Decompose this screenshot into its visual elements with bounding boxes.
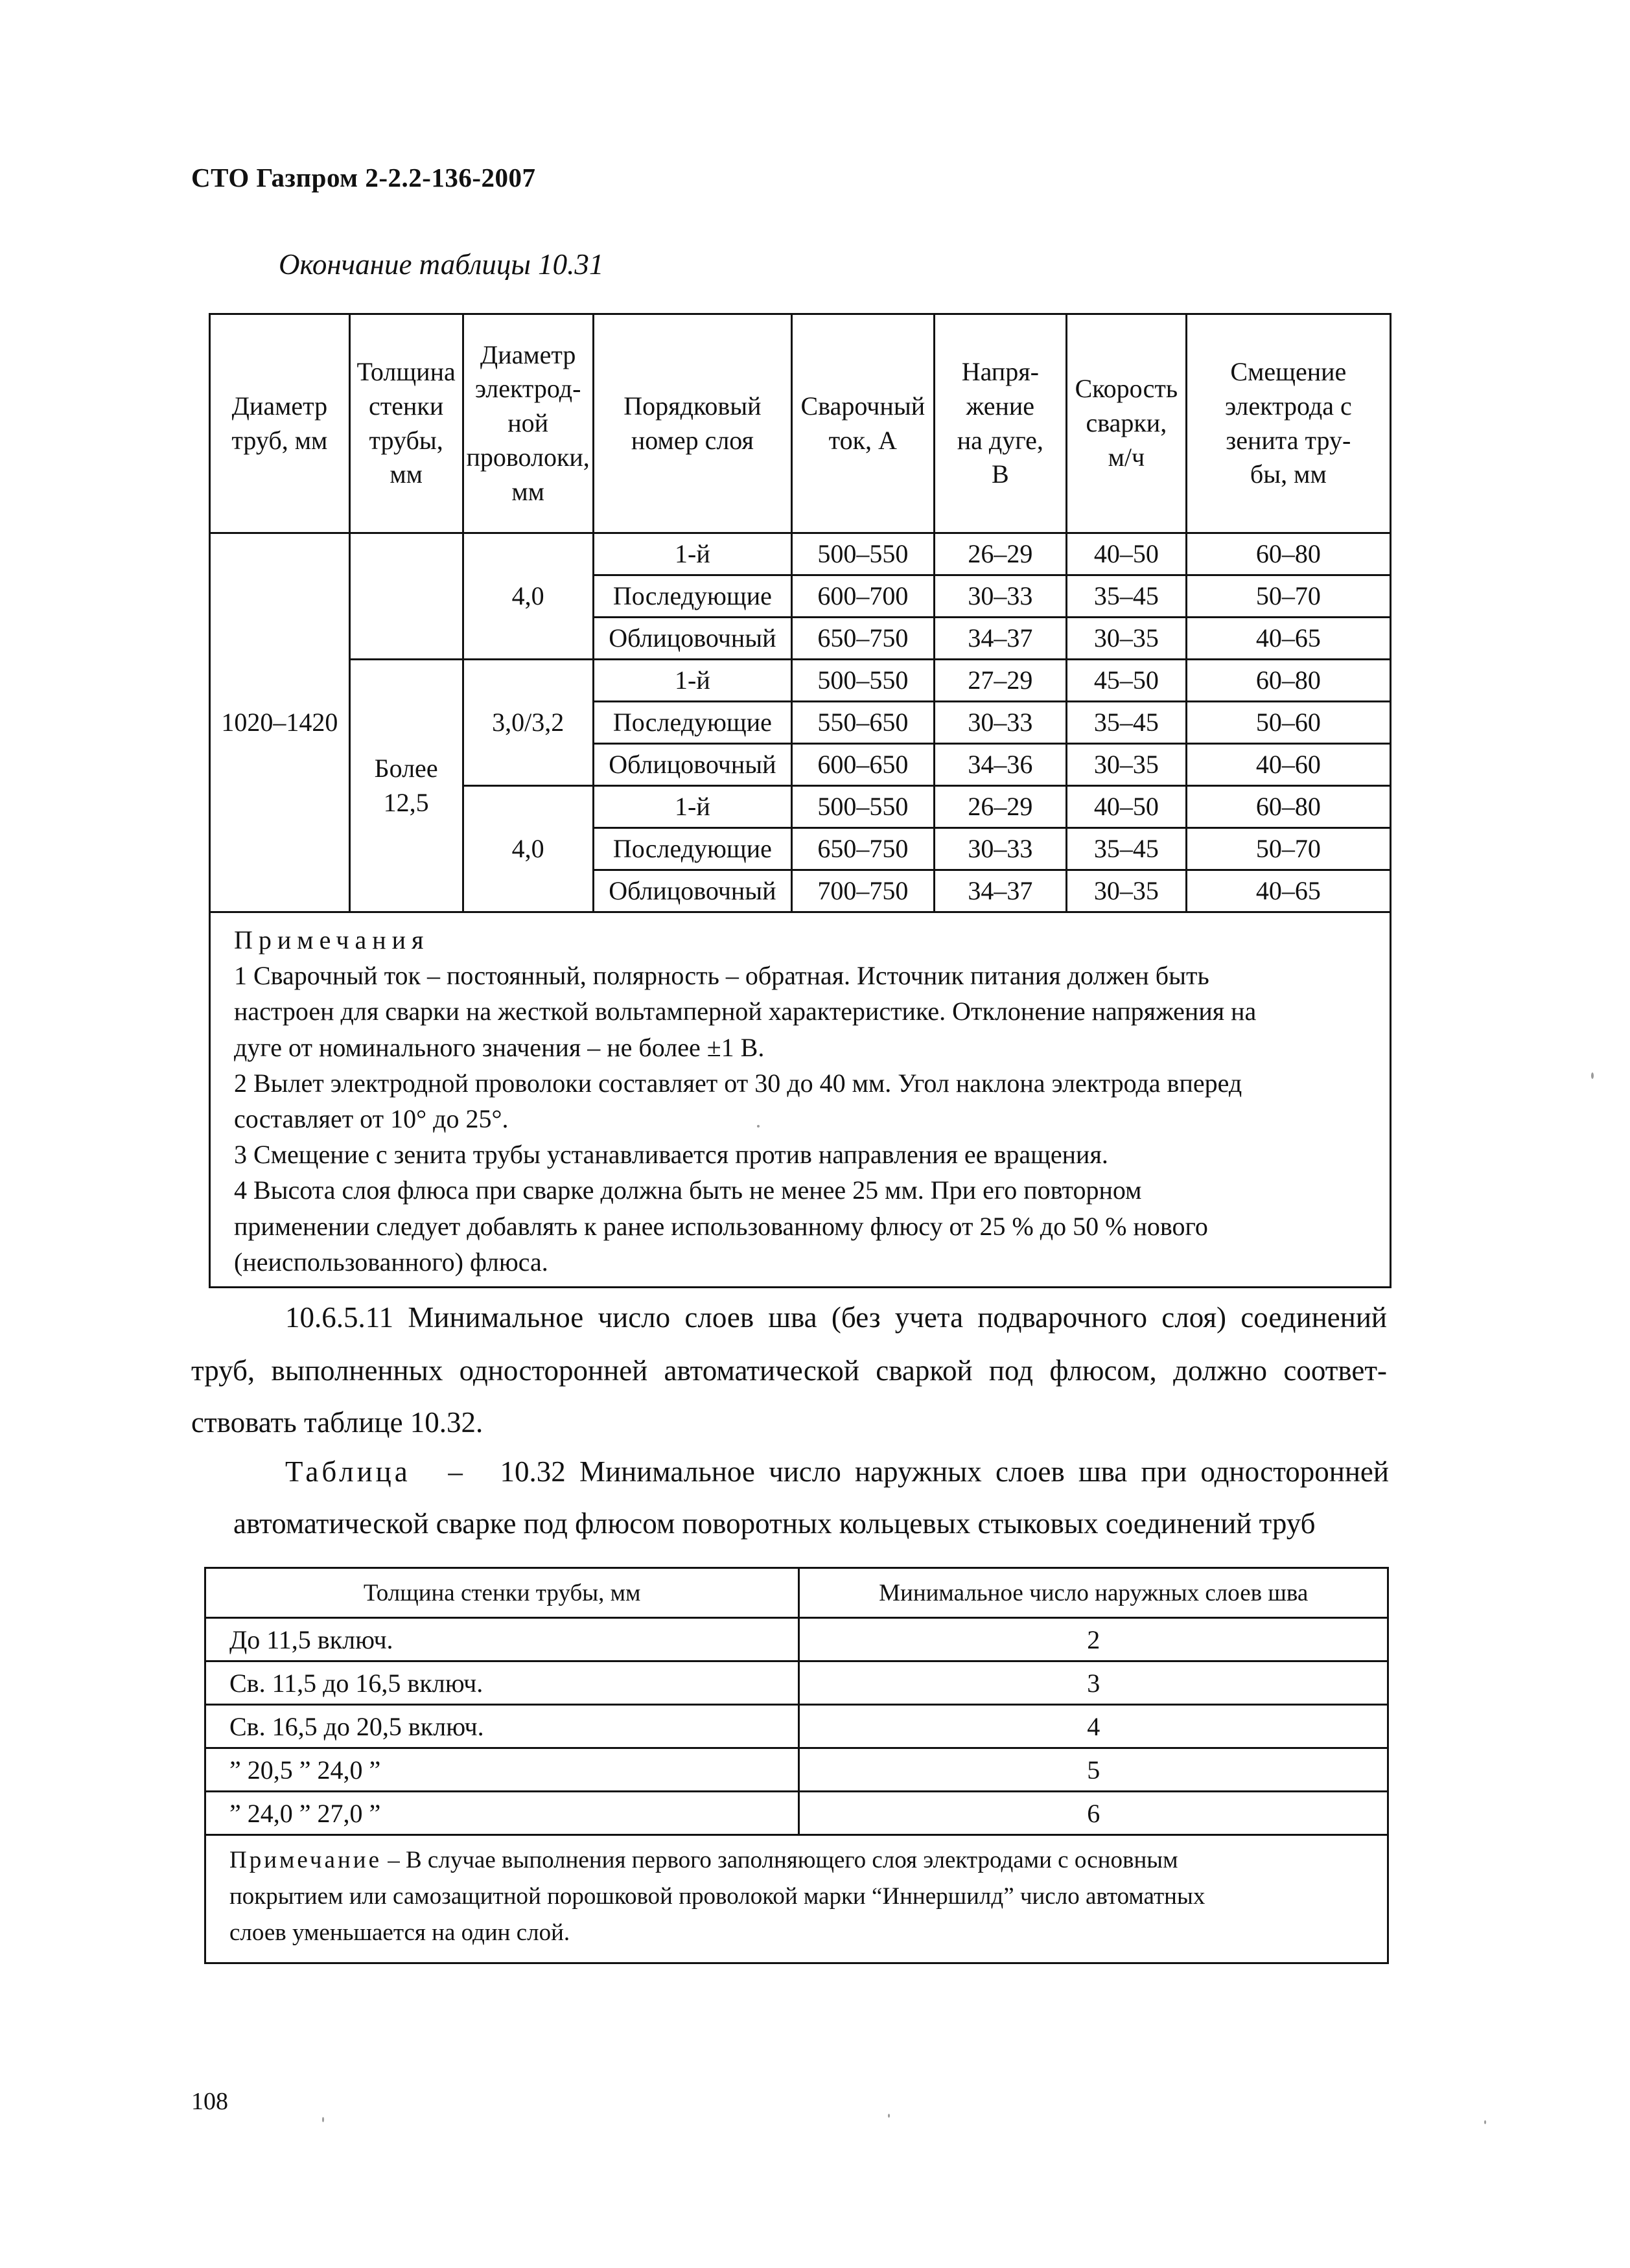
speed-cell: 40–50 <box>1067 533 1187 575</box>
header-arc-voltage: Напря- жение на дуге, В <box>934 314 1066 533</box>
current-cell: 650–750 <box>792 828 935 870</box>
note-line <box>229 1842 1379 1879</box>
table-10-31-caption: Окончание таблицы 10.31 <box>279 248 604 281</box>
voltage-cell: 27–29 <box>934 660 1066 702</box>
table-note <box>205 1835 1388 1963</box>
layers-cell: 6 <box>799 1792 1388 1835</box>
note-text: – В случае выполнения первого заполняющего слоя электродами с основным <box>382 1847 1178 1873</box>
layers-cell: 4 <box>799 1705 1388 1748</box>
caption-text: 10.32 Минимальное число наружных слоев шва при односторонней <box>500 1455 1389 1488</box>
wire-diameter-cell: 3,0/3,2 <box>463 660 593 786</box>
speed-cell: 35–45 <box>1067 702 1187 744</box>
table-row <box>205 1792 1388 1835</box>
layer-cell: 1-й <box>593 786 791 828</box>
table-10-32-caption-line2: автоматической сварке под флюсом поворотных кольцевых стыковых соединений труб <box>233 1507 1316 1540</box>
layer-cell: Облицовочный <box>593 870 791 912</box>
layer-cell: Последующие <box>593 575 791 618</box>
thickness-cell: ” 24,0 ” 27,0 ” <box>205 1792 799 1835</box>
caption-dash: – <box>448 1455 463 1488</box>
offset-cell: 60–80 <box>1186 786 1390 828</box>
table-row <box>205 1661 1388 1705</box>
header-wall-thickness: Толщина стенки трубы, мм <box>205 1568 799 1618</box>
speed-cell: 30–35 <box>1067 870 1187 912</box>
current-cell: 600–650 <box>792 744 935 786</box>
speed-cell: 30–35 <box>1067 744 1187 786</box>
note-line: 4 Высота слоя флюса при сварке должна быть не менее 25 мм. При его повторном <box>234 1175 1142 1205</box>
scan-speck <box>888 2114 890 2118</box>
wall-thickness-cell: Более 12,5 <box>349 660 463 912</box>
current-cell: 550–650 <box>792 702 935 744</box>
layers-cell: 5 <box>799 1748 1388 1792</box>
paragraph-line: 10.6.5.11 Минимальное число слоев шва (без учета подварочного слоя) соединений <box>285 1301 1387 1334</box>
note-line: 3 Смещение с зенита трубы устанавливается против направления ее вращения. <box>234 1140 1108 1170</box>
table-row <box>205 1705 1388 1748</box>
scan-speck <box>322 2117 324 2122</box>
table-row <box>210 660 1391 702</box>
note-line: 2 Вылет электродной проволоки составляет от 30 до 40 мм. Угол наклона электрода вперед <box>234 1068 1242 1098</box>
scan-speck <box>1591 1072 1594 1079</box>
note-line: покрытием или самозащитной порошковой проволокой марки “Иннершилд” число автоматных <box>229 1883 1205 1910</box>
speed-cell: 45–50 <box>1067 660 1187 702</box>
layer-cell: 1-й <box>593 533 791 575</box>
table-10-32-caption <box>285 1455 1389 1488</box>
wire-diameter-cell: 4,0 <box>463 533 593 660</box>
note-line: применении следует добавлять к ранее использованному флюсу от 25 % до 50 % нового <box>234 1211 1208 1241</box>
voltage-cell: 34–37 <box>934 870 1066 912</box>
note-line: настроен для сварки на жесткой вольтамперной характеристике. Отклонение напряжения на <box>234 997 1257 1026</box>
layers-cell: 3 <box>799 1661 1388 1705</box>
scan-speck <box>1484 2120 1486 2124</box>
scan-speck <box>757 1125 760 1128</box>
speed-cell: 35–45 <box>1067 575 1187 618</box>
current-cell: 600–700 <box>792 575 935 618</box>
speed-cell: 30–35 <box>1067 618 1187 660</box>
current-cell: 500–550 <box>792 533 935 575</box>
voltage-cell: 26–29 <box>934 786 1066 828</box>
note-line: составляет от 10° до 25°. <box>234 1104 509 1133</box>
current-cell: 500–550 <box>792 660 935 702</box>
note-label: Примечание <box>229 1847 382 1873</box>
notes-row <box>210 912 1391 1288</box>
offset-cell: 60–80 <box>1186 660 1390 702</box>
layers-cell: 2 <box>799 1618 1388 1661</box>
current-cell: 700–750 <box>792 870 935 912</box>
speed-cell: 35–45 <box>1067 828 1187 870</box>
voltage-cell: 34–36 <box>934 744 1066 786</box>
table-notes <box>210 912 1391 1288</box>
header-layer-count: Минимальное число наружных слоев шва <box>799 1568 1388 1618</box>
notes-title: Примечания <box>234 925 430 955</box>
offset-cell: 50–60 <box>1186 702 1390 744</box>
note-line: слоев уменьшается на один слой. <box>229 1919 570 1947</box>
layer-cell: Последующие <box>593 702 791 744</box>
table-row <box>205 1618 1388 1661</box>
table-header-row <box>205 1568 1388 1618</box>
table-header-row <box>210 314 1391 533</box>
table-10-32 <box>204 1567 1389 1964</box>
note-line: (неиспользованного) флюса. <box>234 1247 548 1277</box>
diameter-cell: 1020–1420 <box>210 533 350 912</box>
offset-cell: 40–65 <box>1186 618 1390 660</box>
note-line: 1 Сварочный ток – постоянный, полярность – обратная. Источник питания должен быть <box>234 961 1209 991</box>
layer-cell: Последующие <box>593 828 791 870</box>
header-welding-current: Сварочный ток, А <box>792 314 935 533</box>
layer-cell: Облицовочный <box>593 744 791 786</box>
current-cell: 650–750 <box>792 618 935 660</box>
document-header: СТО Газпром 2-2.2-136-2007 <box>191 163 536 192</box>
table-10-31 <box>209 313 1391 1288</box>
current-cell: 500–550 <box>792 786 935 828</box>
layer-cell: Облицовочный <box>593 618 791 660</box>
thickness-cell: Св. 16,5 до 20,5 включ. <box>205 1705 799 1748</box>
paragraph-line: ствовать таблице 10.32. <box>191 1406 483 1439</box>
note-line: дуге от номинального значения – не более ±1 В. <box>234 1032 765 1062</box>
layer-cell: 1-й <box>593 660 791 702</box>
header-wall-thickness: Толщина стенки трубы, мм <box>349 314 463 533</box>
wall-empty-cell <box>349 533 463 660</box>
speed-cell: 40–50 <box>1067 786 1187 828</box>
wire-diameter-cell: 4,0 <box>463 786 593 912</box>
header-layer-number: Порядковый номер слоя <box>593 314 791 533</box>
voltage-cell: 34–37 <box>934 618 1066 660</box>
offset-cell: 50–70 <box>1186 575 1390 618</box>
header-welding-speed: Скорость сварки, м/ч <box>1067 314 1187 533</box>
voltage-cell: 30–33 <box>934 828 1066 870</box>
table-row <box>205 1748 1388 1792</box>
thickness-cell: ” 20,5 ” 24,0 ” <box>205 1748 799 1792</box>
header-diameter: Диаметр труб, мм <box>210 314 350 533</box>
table-row <box>210 533 1391 575</box>
header-wire-diameter: Диаметр электрод- ной проволоки, мм <box>463 314 593 533</box>
voltage-cell: 30–33 <box>934 575 1066 618</box>
header-electrode-offset: Смещение электрода с зенита тру- бы, мм <box>1186 314 1390 533</box>
voltage-cell: 26–29 <box>934 533 1066 575</box>
offset-cell: 40–65 <box>1186 870 1390 912</box>
offset-cell: 50–70 <box>1186 828 1390 870</box>
voltage-cell: 30–33 <box>934 702 1066 744</box>
paragraph-line: труб, выполненных односторонней автоматической сваркой под флюсом, должно соответ- <box>191 1354 1387 1387</box>
notes-row <box>205 1835 1388 1963</box>
offset-cell: 40–60 <box>1186 744 1390 786</box>
caption-label: Таблица <box>285 1455 411 1488</box>
offset-cell: 60–80 <box>1186 533 1390 575</box>
thickness-cell: До 11,5 включ. <box>205 1618 799 1661</box>
thickness-cell: Св. 11,5 до 16,5 включ. <box>205 1661 799 1705</box>
page-number: 108 <box>191 2088 228 2115</box>
